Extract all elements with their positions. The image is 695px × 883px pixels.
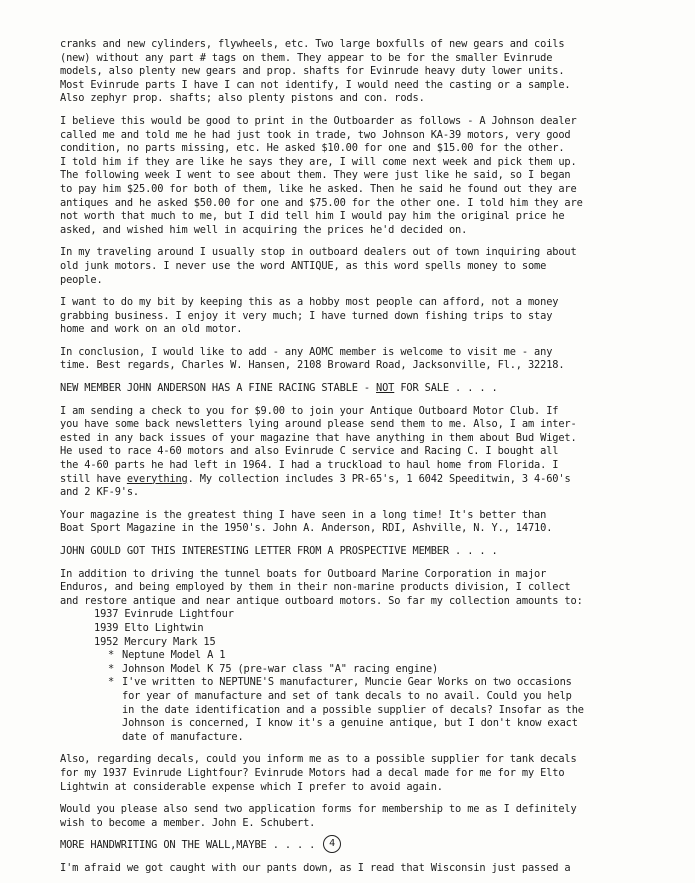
collection-list (94, 608, 635, 649)
collection-sublist (108, 649, 635, 744)
paragraph-johnson-dealer: I believe this would be good to print in the Outboarder as follows - A Johnson dealer called me and told me he had just took in trade, two Johnson KA-39 motors, very good condition, no parts missing, etc. He asked $10.00 for one and $15.00 for the other. I told him if they are like he says they are, I will come next week and pick them up. The following week I went to see about them. They were just like he said, so I began to pay him $25.00 for both of them, like he asked. Then he said he found out they are antiques and he asked $50.00 for one and $75.00 for the other one. I told him they are not worth that much to me, but I did tell him I would pay him the original price he asked, and wished him well in acquiring the prices he'd decided on. (60, 114, 583, 236)
sub-item: * Johnson Model K 75 (pre-war class "A" racing engine) (108, 663, 635, 677)
paragraph-wisconsin: I'm afraid we got caught with our pants down, as I read that Wisconsin just passed a (60, 861, 571, 874)
heading-handwriting: MORE HANDWRITING ON THE WALL,MAYBE . . . . (60, 839, 316, 852)
paragraph-schubert-intro: In addition to driving the tunnel boats for Outboard Marine Corporation in major Enduros, and being employed by them in their non-marine products division, I collect and restore antique and near antique outboard motors. So far my collection amounts to: (60, 567, 583, 607)
paragraph-magazine-praise: Your magazine is the greatest thing I have seen in a long time! It's better than Boat Sport Magazine in the 1950's. John A. Anderson, RDI, Ashville, N. Y., 14710. (60, 508, 553, 535)
underlined-everything: everything (126, 472, 188, 485)
anderson-text-b: . My collection includes 3 PR-65's, 1 6042 Speeditwin, 3 4-60's and 2 KF-9's. (60, 472, 571, 499)
paragraph-hobby: I want to do my bit by keeping this as a hobby most people can afford, not a money grabbing business. I enjoy it very much; I have turned down fishing trips to stay home and work on an old motor. (60, 296, 559, 336)
heading-text-post: FOR SALE . . . . (394, 382, 498, 395)
paragraph-parts-list: cranks and new cylinders, flywheels, etc. Two large boxfulls of new gears and coils (new) without any part # tags on them. They appear to be for the smaller Evinrude models, also plenty new gears and prop. shafts for Evinrude heavy duty lower units. Most Evinrude parts I have I can not identify, I would need the casting or a sample. Also zephyr prop. shafts; also plenty pistons and con. rods. (60, 38, 571, 105)
sub-item: * I've written to NEPTUNE'S manufacturer, Muncie Gear Works on two occasions for year of manufacture and set of tank decals to no avail. Could you help in the date identification and a possible supplier of decals? Insofar as the Johnson is concerned, I know it's a genuine antique, but I don't know exact date of manufacture. (108, 676, 635, 744)
page-number: 4 (323, 835, 341, 853)
paragraph-conclusion: In conclusion, I would like to add - any AOMC member is welcome to visit me - any time. Best regards, Charles W. Hansen, 2108 Broward Road, Jacksonville, Fl., 32218. (60, 345, 565, 372)
collection-item: 1952 Mercury Mark 15 (94, 635, 216, 648)
heading-john-gould: JOHN GOULD GOT THIS INTERESTING LETTER FROM A PROSPECTIVE MEMBER . . . . (60, 545, 498, 557)
anderson-text-a: I am sending a check to you for $9.00 to join your Antique Outboard Motor Club. If you have some back newsletters lying around please send them to me. Also, I am inter- ested in any back issues of your magazine that have anything in them about Bud Wiget. He used to race 4-60 motors and also Evinrude C service and Racing C. I bought all the 4-60 parts he had left in 1964. I had a truckload to haul home from Florida. I still have (60, 404, 577, 485)
sub-item: * Neptune Model A 1 (108, 649, 635, 663)
heading-text-pre: NEW MEMBER JOHN ANDERSON HAS A FINE RACING STABLE - (60, 382, 377, 395)
heading-underlined-not: NOT (376, 382, 395, 395)
paragraph-decals: Also, regarding decals, could you inform me as to a possible supplier for tank decals for my 1937 Evinrude Lightfour? Evinrude Motors had a decal made for me for my Elto Lightwin at considerable expense which I prefer to avoid again. (60, 753, 577, 793)
paragraph-anderson-letter (60, 405, 635, 500)
paragraph-application: Would you please also send two application forms for membership to me as I definitely wish to become a member. John E. Schubert. (60, 803, 577, 829)
paragraph-traveling: In my traveling around I usually stop in outboard dealers out of town inquiring about old junk motors. I never use the word ANTIQUE, as this word spells money to some people. (60, 246, 577, 286)
heading-john-anderson (60, 382, 635, 396)
collection-item: 1937 Evinrude Lightfour (94, 608, 234, 621)
collection-item: 1939 Elto Lightwin (94, 621, 204, 634)
